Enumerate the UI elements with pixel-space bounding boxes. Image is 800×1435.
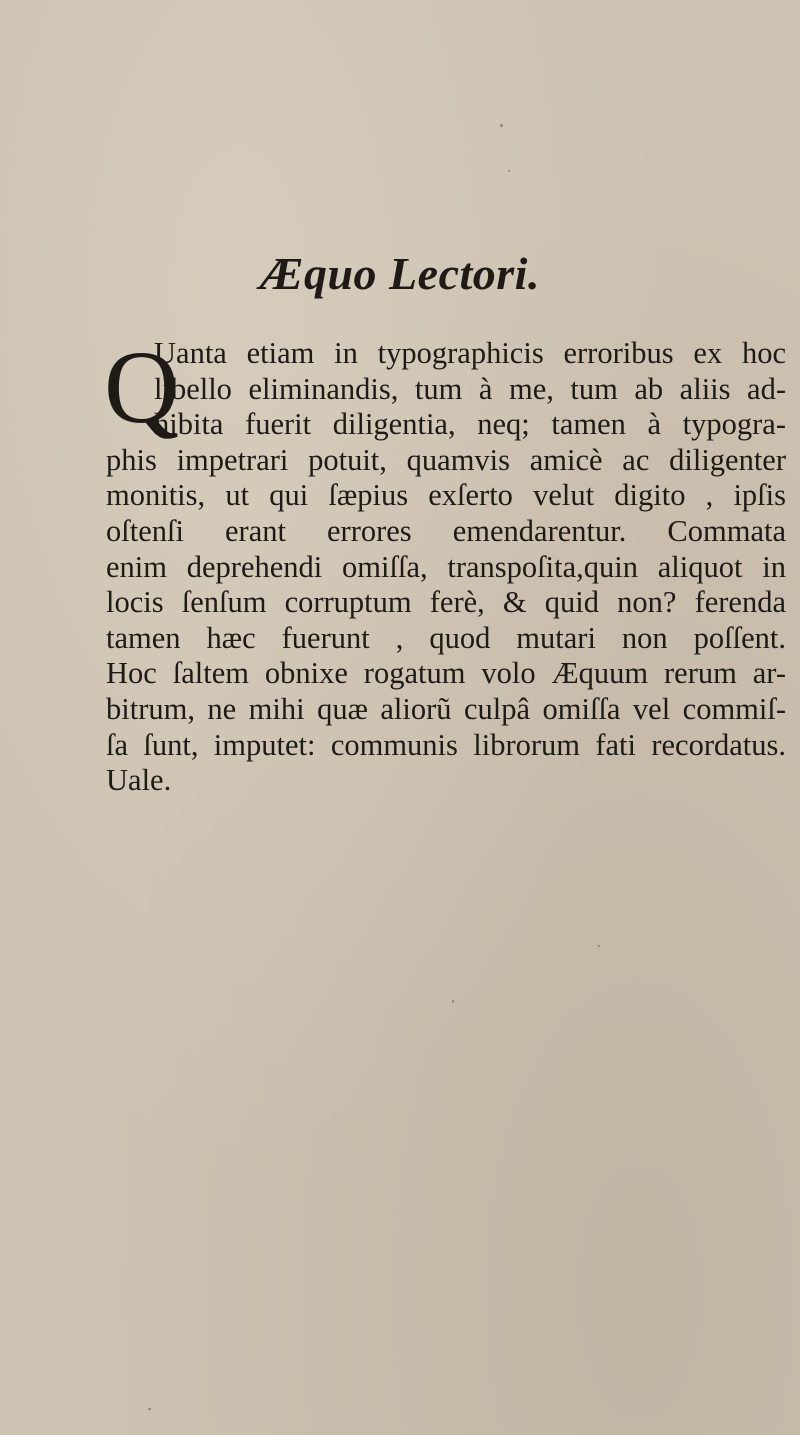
text-line: oſtenſi erant errores emendarentur. Commata (106, 513, 786, 548)
body-text (104, 330, 786, 799)
paper-speck (452, 1000, 454, 1003)
text-line: ſa ſunt, imputet: communis librorum fati recordatus. (106, 727, 786, 762)
drop-cap: Q (104, 330, 180, 445)
text-line: Hoc ſaltem obnixe rogatum volo Æquum rerum ar- (106, 656, 786, 691)
text-line: Uale. (106, 763, 172, 798)
text-line: tamen hæc fuerunt , quod mutari non poſſent. (106, 620, 786, 655)
text-line: locis ſenſum corruptum ferè, & quid non? ferenda (106, 585, 786, 620)
text-line: Uanta etiam in typographicis erroribus ex hoc (154, 336, 786, 370)
paper-speck (598, 945, 600, 947)
text-line: bitrum, ne mihi quæ aliorũ culpâ omiſſa vel commiſ- (106, 691, 786, 726)
text-line: phis impetrari potuit, quamvis amicè ac diligenter (106, 442, 786, 477)
page-heading: Æquo Lectori. (260, 248, 540, 299)
paper-speck (148, 1408, 151, 1410)
text-line: libello eliminandis, tum à me, tum ab aliis ad- (154, 371, 786, 406)
text-line: enim deprehendi omiſſa, transpoſita,quin aliquot in (106, 549, 786, 584)
text-line: hibita fuerit diligentia, neq; tamen à typogra- (154, 407, 786, 442)
text-line: monitis, ut qui ſæpius exſerto velut digito , ipſis (106, 478, 786, 513)
paper-speck (508, 170, 510, 172)
paper-speck (500, 124, 503, 127)
